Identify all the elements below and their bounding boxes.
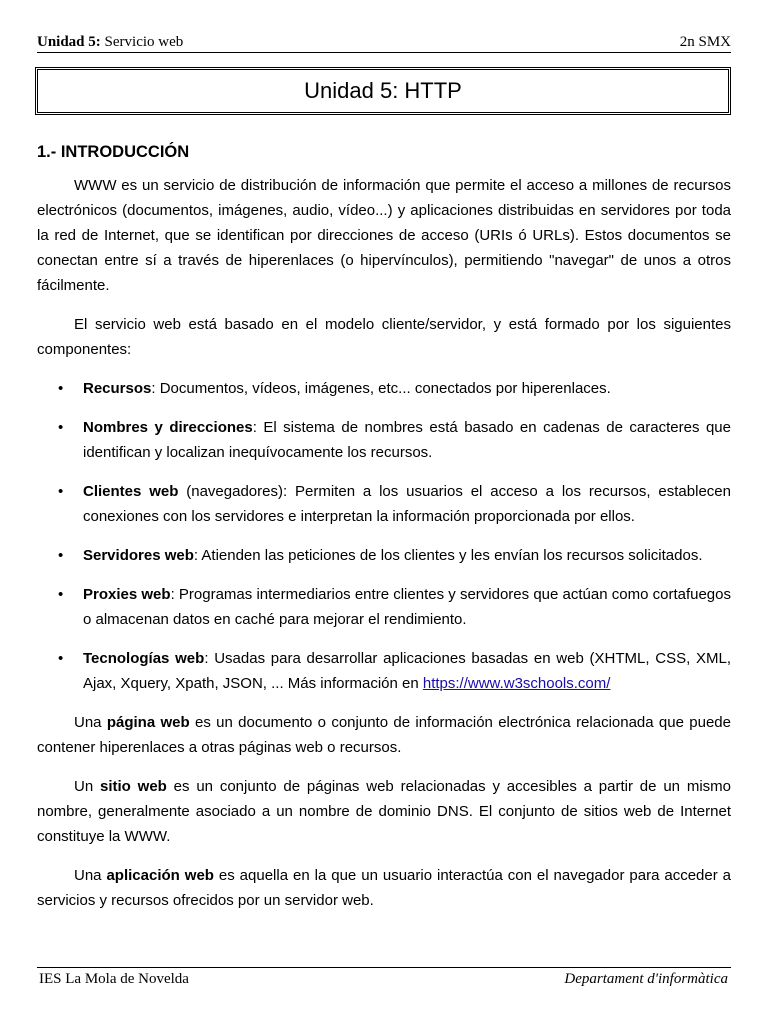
component-desc: : Programas intermediarios entre clientes y servidores que actúan como cortafuegos o almacenan datos en caché para mejorar el rendimiento. xyxy=(83,586,731,628)
component-term: Proxies web xyxy=(83,586,171,603)
list-item xyxy=(37,415,731,465)
aplicacion-web-term: aplicación web xyxy=(106,867,214,884)
aplicacion-web-paragraph xyxy=(37,863,731,913)
bullet: • xyxy=(58,650,64,667)
header-unit-label: Unidad 5: xyxy=(37,34,101,50)
component-desc: (navegadores): Permiten a los usuarios el acceso a los recursos, establecen conexiones con los servidores e interpretan la información proporcionada por ellos. xyxy=(83,483,731,525)
list-item xyxy=(37,543,731,568)
components-list xyxy=(37,376,731,696)
page-header xyxy=(37,33,731,53)
bullet: • xyxy=(58,586,64,603)
component-term: Tecnologías web xyxy=(83,650,205,667)
component-desc: : El sistema de nombres está basado en cadenas de caracteres que identifican y localizan inequívocamente los recursos. xyxy=(83,419,731,461)
component-term: Clientes web xyxy=(83,483,179,500)
list-item xyxy=(37,376,731,401)
footer-school: IES La Mola de Novelda xyxy=(39,971,189,987)
section-heading: 1.- INTRODUCCIÓN xyxy=(37,143,190,161)
sitio-web-term: sitio web xyxy=(100,778,167,795)
w3schools-link[interactable]: https://www.w3schools.com/ xyxy=(422,675,611,692)
pagina-web-pre: Una xyxy=(74,714,107,731)
sitio-web-pre: Un xyxy=(74,778,100,795)
component-term: Recursos xyxy=(83,380,152,397)
pagina-web-term: página web xyxy=(106,714,190,731)
footer-department: Departament d'informàtica xyxy=(564,971,728,987)
component-desc: : Usadas para desarrollar aplicaciones basadas en web (XHTML, CSS, XML, Ajax, Xquery, Xpath, JSON, ... Más información en xyxy=(83,650,731,692)
header-unit xyxy=(37,34,183,51)
bullet: • xyxy=(58,380,64,397)
aplicacion-web-pre: Una xyxy=(74,867,107,884)
list-item xyxy=(37,479,731,529)
list-item xyxy=(37,646,731,696)
list-item xyxy=(37,582,731,632)
intro-paragraph: WWW es un servicio de distribución de información que permite el acceso a millones de recursos electrónicos (documentos, imágenes, audio, vídeo...) y aplicaciones distribuidas en servidores por toda la red de Internet, que se identifican por direcciones de acceso (URIs ó URLs). Estos documentos se conectan entre sí a través de hiperenlaces (o hipervínculos), permitiendo "navegar" de unos a otros fácilmente. xyxy=(37,177,731,294)
header-unit-name: Servicio web xyxy=(100,34,184,50)
bullet: • xyxy=(58,547,64,564)
document-body xyxy=(37,140,731,927)
pagina-web-paragraph xyxy=(37,710,731,760)
component-desc: : Atienden las peticiones de los clientes y les envían los recursos solicitados. xyxy=(193,547,703,564)
model-paragraph: El servicio web está basado en el modelo cliente/servidor, y está formado por los siguientes componentes: xyxy=(37,316,731,358)
sitio-web-paragraph xyxy=(37,774,731,849)
pagina-web-post: es un documento o conjunto de información electrónica relacionada que puede contener hiperenlaces a otras páginas web o recursos. xyxy=(37,714,731,756)
component-term: Servidores web xyxy=(83,547,194,564)
aplicacion-web-post: es aquella en la que un usuario interactúa con el navegador para acceder a servicios y recursos ofrecidos por un servidor web. xyxy=(37,867,732,909)
sitio-web-post: es un conjunto de páginas web relacionadas y accesibles a partir de un mismo nombre, generalmente asociado a un nombre de dominio DNS. El conjunto de sitios web de Internet constituye la WWW. xyxy=(37,778,731,845)
page-footer xyxy=(37,967,731,992)
bullet: • xyxy=(58,483,64,500)
component-term: Nombres y direcciones xyxy=(83,419,253,436)
component-desc: : Documentos, vídeos, imágenes, etc... conectados por hiperenlaces. xyxy=(151,380,611,397)
document-title: Unidad 5: HTTP xyxy=(37,69,729,113)
bullet: • xyxy=(58,419,64,436)
header-course: 2n SMX xyxy=(679,34,731,50)
